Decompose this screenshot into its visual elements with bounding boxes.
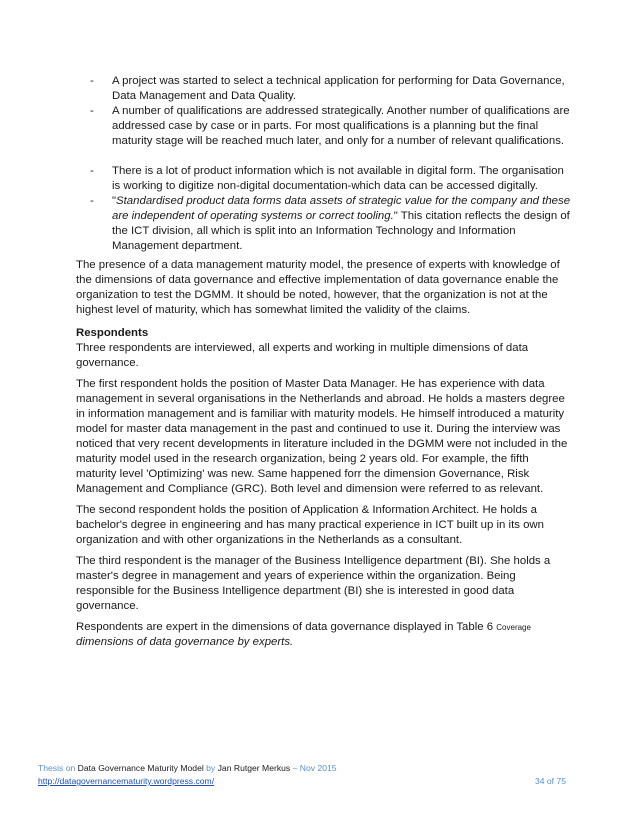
table-caption-small: Coverage <box>496 623 531 632</box>
footer-date: – Nov 2015 <box>292 763 337 773</box>
list-item <box>76 104 572 149</box>
footer-thesis-on: Thesis on <box>38 763 76 773</box>
footer-author: Jan Rutger Merkus <box>217 763 291 773</box>
list-item <box>76 164 572 194</box>
dash-bullet: - <box>90 75 94 87</box>
page-footer <box>38 762 566 788</box>
citation-text: Standardised product data forms data assets of strategic value for the company and these are independent of operating systems or correct tooling. <box>112 195 571 222</box>
spacer <box>76 149 572 164</box>
paragraph-second-respondent: The second respondent holds the position of Application & Information Architect. He holds a bachelor's degree in engineering and has many practical experience in ICT built up in its own organization and with other organizations in the Netherlands as a consultant. <box>76 504 544 546</box>
paragraph-three-respondents: Three respondents are interviewed, all experts and working in multiple dimensions of data governance. <box>76 342 529 369</box>
page-content <box>76 74 572 656</box>
list-item <box>76 74 572 104</box>
quote-open-mark: " <box>112 195 117 207</box>
respondents-heading: Respondents <box>76 327 149 339</box>
dash-bullet: - <box>90 195 94 207</box>
expert-text: Respondents are expert in the dimensions of data governance displayed in Table 6 <box>76 621 497 633</box>
footer-url-link[interactable]: http://datagovernancematurity.wordpress.com/ <box>38 776 215 786</box>
bullet-list-a <box>76 74 572 149</box>
footer-title: Data Governance Maturity Model <box>77 763 204 773</box>
citation-remark: " This citation reflects the design of the ICT division, all which is split into an Information Technology and Information Management department. <box>112 210 570 252</box>
paragraph-first-respondent: The first respondent holds the position of Master Data Manager. He has experience with data management in several organisations in the Netherlands and abroad. He holds a masters degree in information management and is familiar with maturity models. He himself introduced a maturity model for master data management in the past and continued to use it. During the interview was noticed that very recent developments in literature included in the DGMM were not included in the maturity model used in the research organization, being 2 years old. For example, the fifth maturity level 'Optimizing' was new. Same happened forr the dimension Governance, Risk Management and Compliance (GRC). Both level and dimension were referred to as relevant. <box>76 378 568 495</box>
quote-list-item <box>76 194 572 254</box>
bullet-list-b <box>76 164 572 254</box>
paragraph-expert-coverage <box>76 620 572 650</box>
paragraph-presence: The presence of a data management maturity model, the presence of experts with knowledge of the dimensions of data governance and effective implementation of data governance enable the organization to test the DGMM. It should be noted, however, that the organization is not at the highest level of maturity, which has somewhat limited the validity of the claims. <box>76 259 560 316</box>
list-item-text: There is a lot of product information which is not available in digital form. The organisation is working to digitize non-digital documentation-which data can be accessed digitally. <box>112 165 564 192</box>
paragraph-third-respondent: The third respondent is the manager of the Business Intelligence department (BI). She holds a master's degree in management and years of experience within the organization. Being responsible for the Business Intelligence department (BI) she is interested in good data governance. <box>76 555 551 612</box>
footer-line <box>38 762 566 775</box>
page-number: 34 of 75 <box>534 776 566 786</box>
table-caption-italic: dimensions of data governance by experts. <box>76 636 294 648</box>
footer-line-2 <box>38 775 566 788</box>
dash-bullet: - <box>90 165 94 177</box>
list-item-text: A project was started to select a technical application for performing for Data Governance, Data Management and Data Quality. <box>112 75 565 102</box>
dash-bullet: - <box>90 105 94 117</box>
list-item-text: A number of qualifications are addressed strategically. Another number of qualifications are addressed case by case or in parts. For most qualifications is a planning but the final maturity stage will be reached much later, and only for a number of relevant qualifications. <box>112 105 570 147</box>
footer-by: by <box>206 763 216 773</box>
